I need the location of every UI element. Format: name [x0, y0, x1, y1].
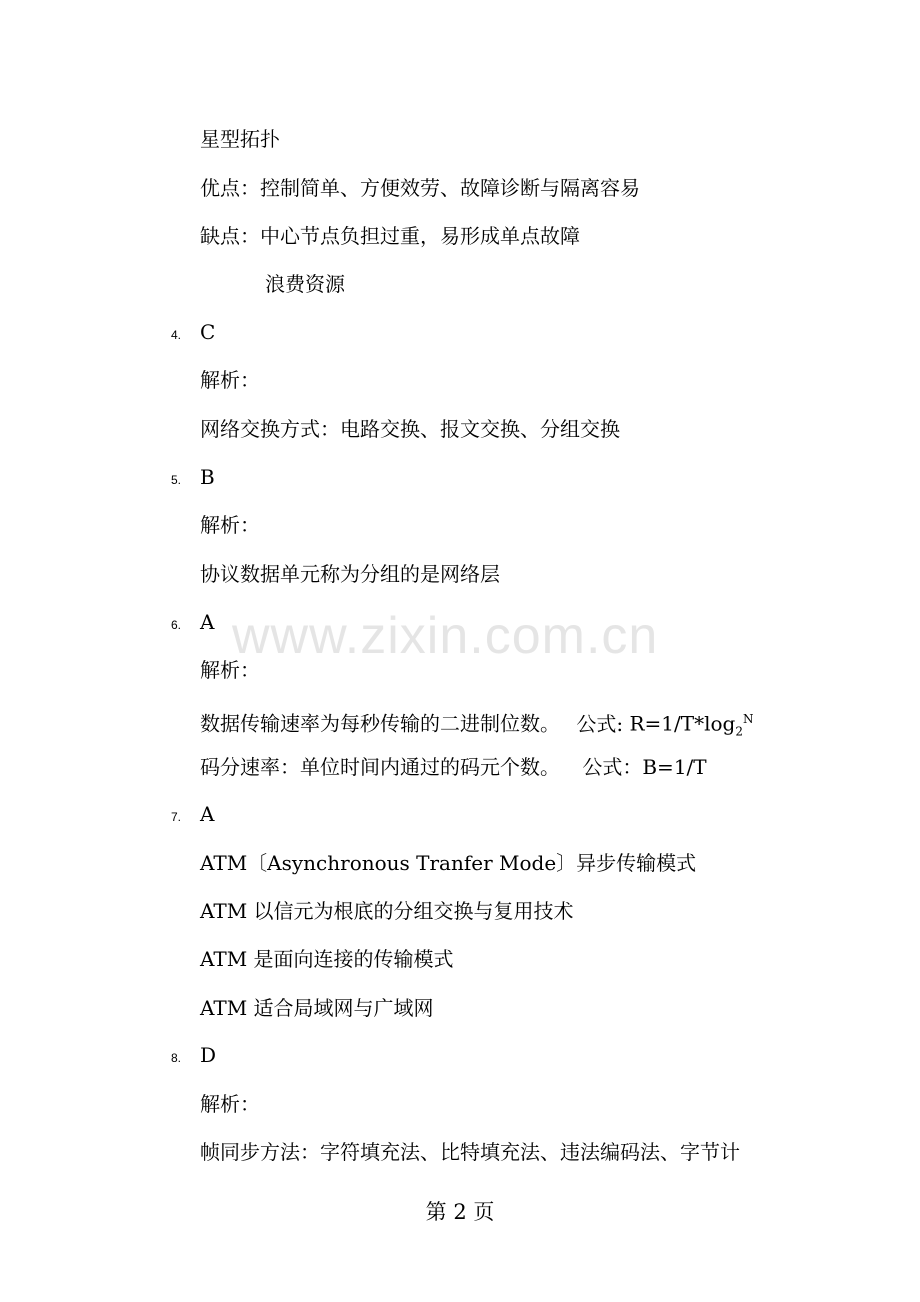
formula-label: 公式:: [576, 711, 630, 736]
baud-formula-line: [200, 753, 707, 781]
analysis-text: 网络交换方式：电路交换、报文交换、分组交换: [200, 417, 620, 441]
analysis-label: 解析：: [200, 1092, 260, 1116]
star-topology-title: 星型拓扑: [200, 127, 280, 151]
atm-line: ATM〔Asynchronous Tranfer Mode〕异步传输模式: [200, 851, 697, 875]
item-number: 5.: [171, 473, 182, 487]
atm-line: ATM 适合局域网与广域网: [200, 996, 434, 1020]
item-number: 7.: [171, 810, 182, 824]
star-topology-cons: 缺点：中心节点负担过重，易形成单点故障: [200, 224, 580, 248]
item-number: 6.: [171, 618, 182, 632]
baud-formula: 公式：B=1/T: [582, 755, 707, 779]
rate-formula: R=1/T*log: [629, 711, 736, 736]
item-answer: A: [200, 802, 215, 826]
analysis-label: 解析：: [200, 658, 260, 682]
formula-superscript: N: [742, 712, 754, 726]
item-answer: A: [200, 610, 215, 634]
item-answer: C: [200, 320, 216, 344]
item-number: 4.: [171, 328, 182, 342]
analysis-text: 协议数据单元称为分组的是网络层: [200, 562, 500, 586]
star-topology-pros: 优点：控制简单、方便效劳、故障诊断与隔离容易: [200, 176, 640, 200]
atm-line: ATM 是面向连接的传输模式: [200, 947, 454, 971]
baud-definition: 码分速率：单位时间内通过的码元个数。: [200, 755, 560, 779]
item-number: 8.: [171, 1051, 182, 1065]
star-topology-cons-continued: 浪费资源: [265, 272, 345, 296]
page-number: 第 2 页: [425, 1200, 495, 1224]
analysis-label: 解析：: [200, 368, 260, 392]
watermark: www.zixin.com.cn: [232, 607, 659, 665]
item-answer: B: [200, 465, 215, 489]
atm-line: ATM 以信元为根底的分组交换与复用技术: [200, 899, 574, 923]
formula-subscript: 2: [735, 724, 743, 739]
analysis-text: 帧同步方法：字符填充法、比特填充法、违法编码法、字节计: [200, 1140, 740, 1164]
rate-definition: 数据传输速率为每秒传输的二进制位数。: [200, 711, 560, 736]
item-answer: D: [200, 1043, 217, 1067]
analysis-label: 解析：: [200, 513, 260, 537]
rate-formula-line: [200, 705, 753, 746]
